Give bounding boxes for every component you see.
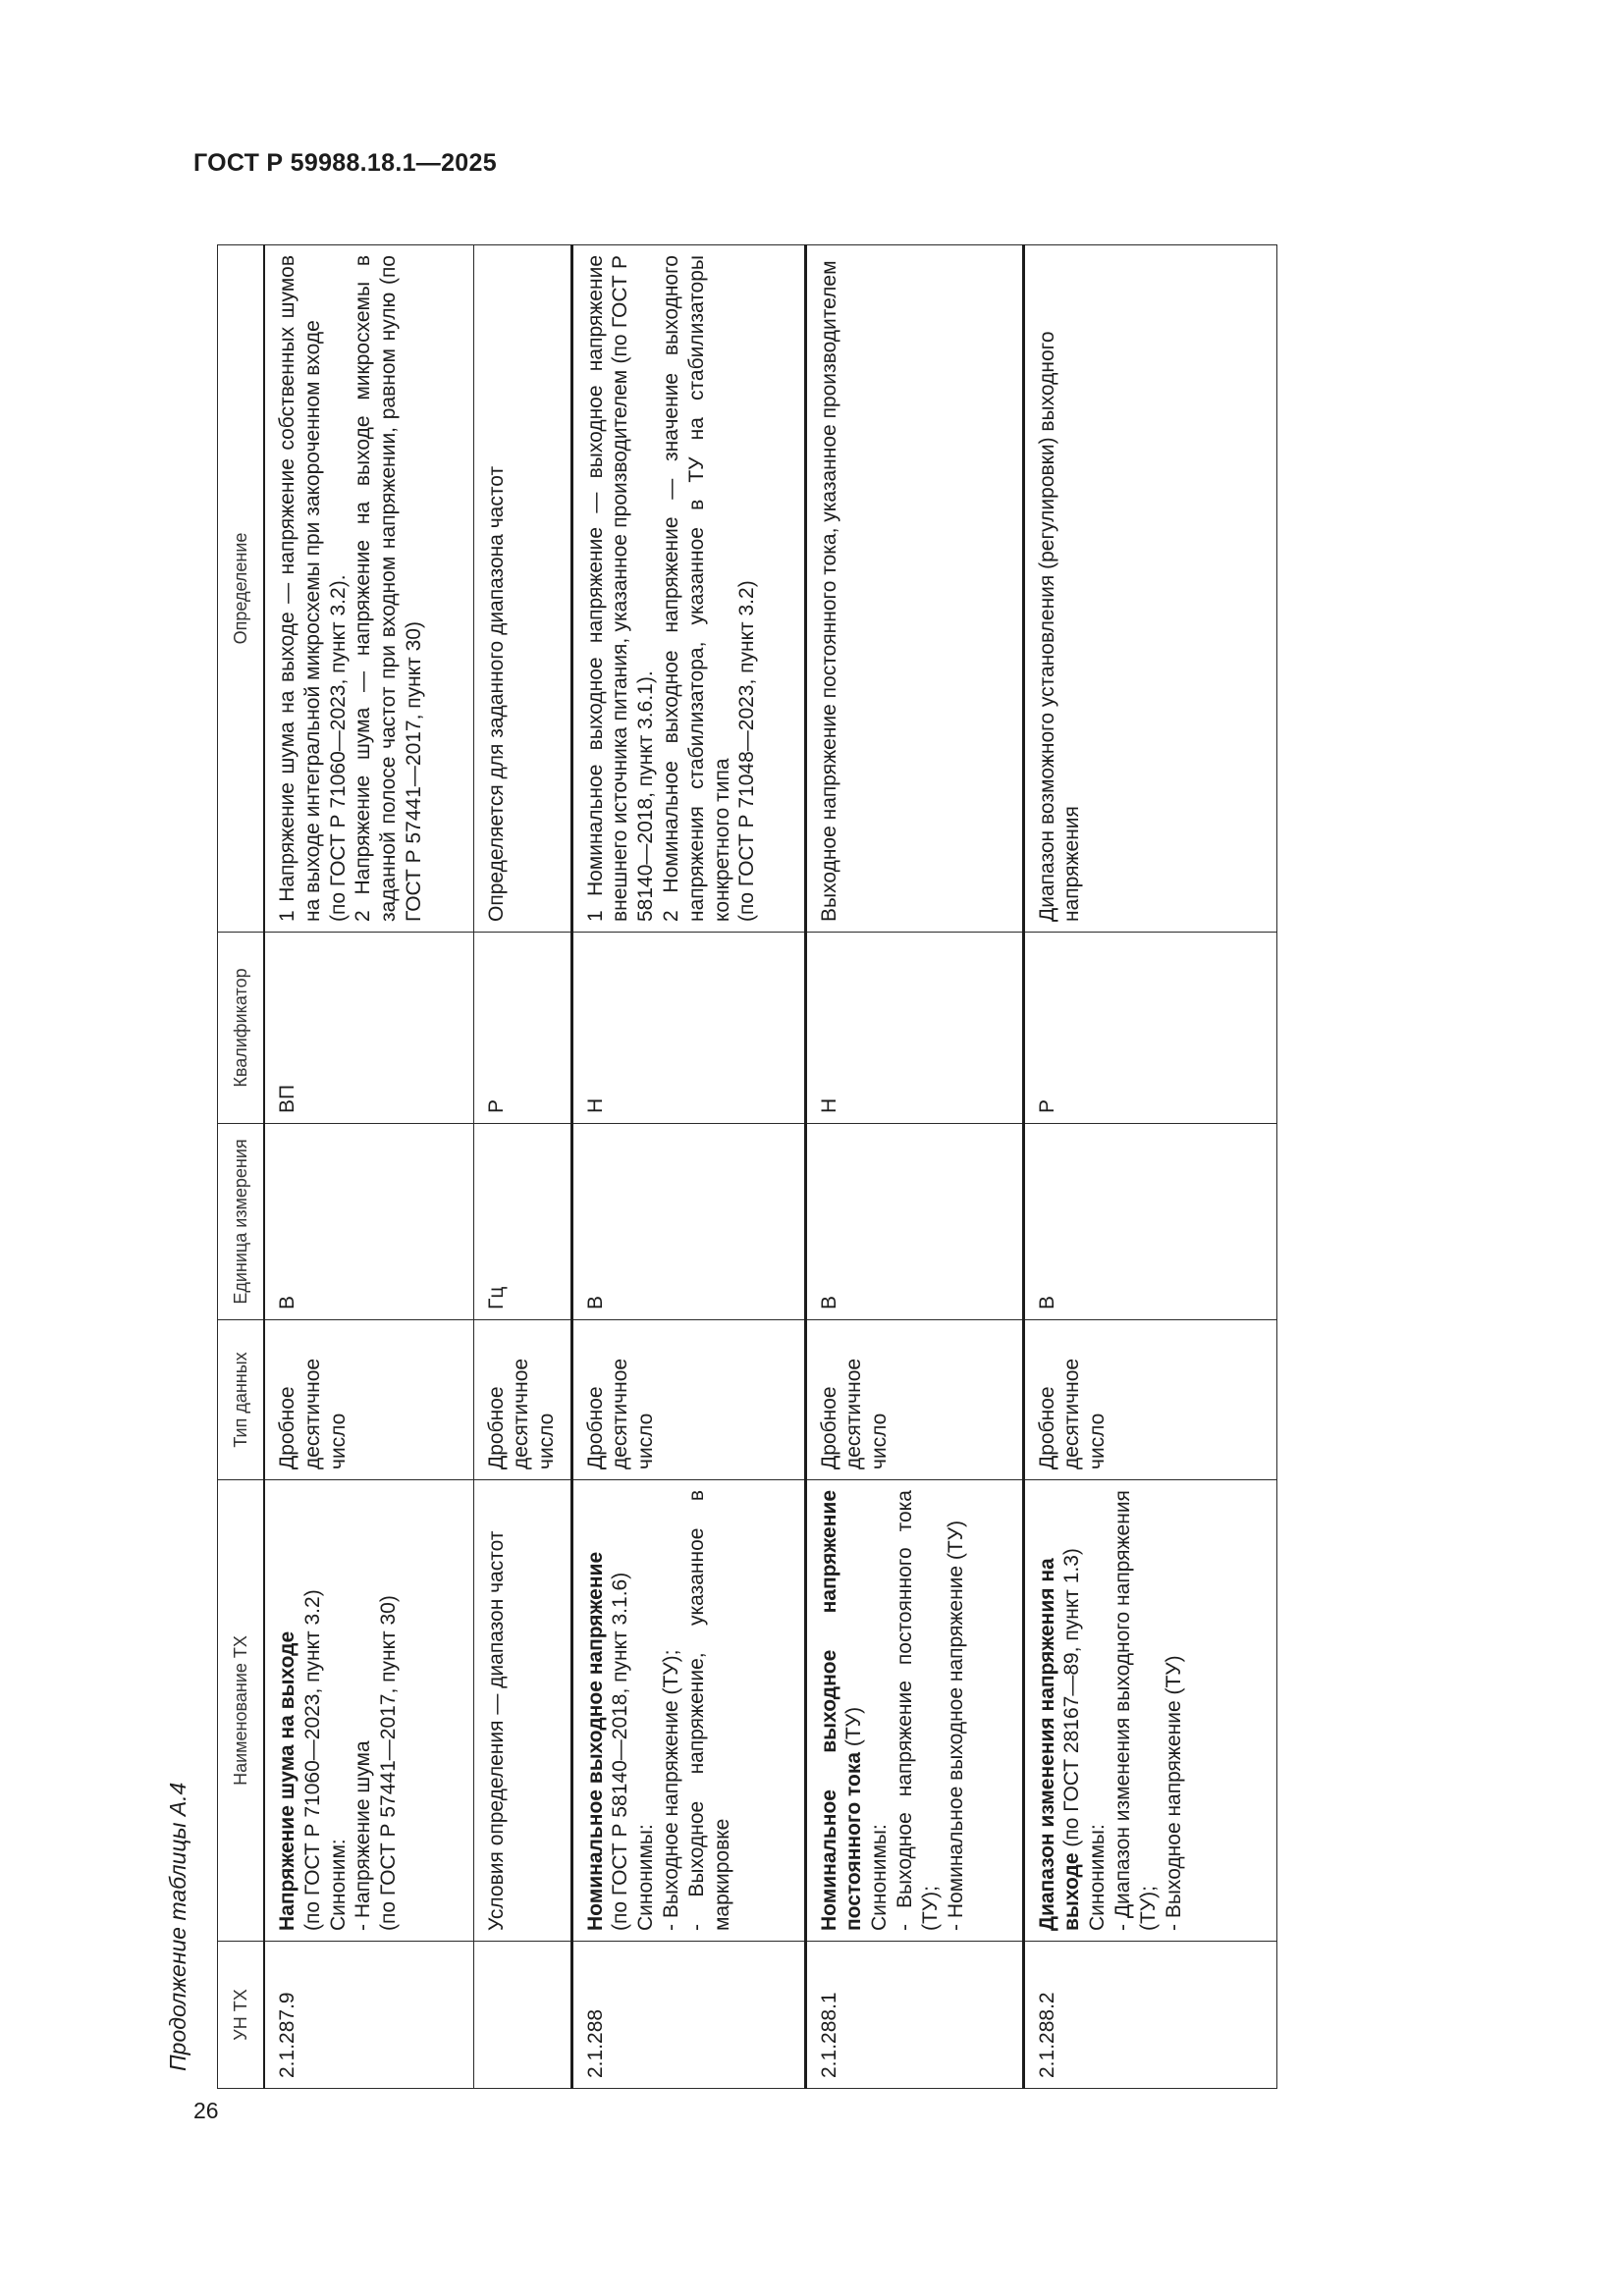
name-detail: Синонимы:: [868, 1824, 892, 1931]
column-header-qualifier: Квалификатор: [218, 933, 265, 1124]
cell-data-type: Дробное десятичное число: [473, 1320, 571, 1480]
table-row: [1023, 245, 1277, 2089]
cell-name: [571, 1480, 805, 1942]
cell-unit: В: [264, 1124, 473, 1320]
cell-id: [473, 1942, 571, 2089]
name-detail: - Выходное напряжение (ТУ): [1162, 1655, 1185, 1931]
definition-line: (по ГОСТ Р 71048—2023, пункт 3.2): [735, 580, 759, 922]
cell-data-type: Дробное десятичное число: [1023, 1320, 1277, 1480]
table-row: [473, 245, 571, 2089]
name-detail: - Напряжение шума: [352, 1740, 375, 1931]
characteristic-name: Напряжение шума на выходе: [276, 1630, 298, 1931]
definition-line: 2 Номинальное выходное напряжение — значение выходного напряжения стабилизатора, указанное в ТУ на стабилизаторы конкретного типа: [659, 255, 733, 922]
cell-data-type: Дробное десятичное число: [805, 1320, 1023, 1480]
cell-qualifier: ВП: [264, 933, 473, 1124]
cell-unit: В: [571, 1124, 805, 1320]
column-header-name: Наименование ТХ: [218, 1480, 265, 1942]
cell-definition: [571, 245, 805, 933]
cell-unit: Гц: [473, 1124, 571, 1320]
characteristics-table: [217, 244, 1277, 2089]
cell-qualifier: Р: [1023, 933, 1277, 1124]
definition-line: (по ГОСТ Р 71060—2023, пункт 3.2).: [326, 574, 350, 922]
cell-unit: В: [805, 1124, 1023, 1320]
name-source: (по ГОСТ 28167—89, пункт 1.3): [1060, 1548, 1084, 1853]
cell-name: Условия определения — диапазон частот: [473, 1480, 571, 1942]
cell-name: [805, 1480, 1023, 1942]
name-detail: - Выходное напряжение, указанное в маркировке: [684, 1490, 733, 1931]
cell-id: 2.1.288.1: [805, 1942, 1023, 2089]
cell-definition: Определяется для заданного диапазона частот: [473, 245, 571, 933]
column-header-data-type: Тип данных: [218, 1320, 265, 1480]
column-header-definition: Определение: [218, 245, 265, 933]
definition-line: 1 Напряжение шума на выходе — напряжение собственных шумов на выходе интегральной микросхемы при закороченном входе: [276, 255, 324, 922]
rotated-table-area: [165, 218, 1308, 2089]
name-detail: Синонимы:: [1086, 1824, 1110, 1931]
characteristic-name: Номинальное выходное напряжение: [583, 1551, 607, 1931]
table-header-row: [218, 245, 265, 2089]
cell-definition: [264, 245, 473, 933]
name-detail: Синонимы:: [634, 1824, 658, 1931]
characteristic-name: Диапазон изменения напряжения на выходе: [1035, 1558, 1084, 1931]
name-detail: - Выходное напряжение (ТУ);: [659, 1649, 682, 1931]
name-detail: (по ГОСТ Р 58140—2018, пункт 3.1.6): [609, 1572, 632, 1931]
cell-qualifier: Н: [571, 933, 805, 1124]
cell-data-type: Дробное десятичное число: [264, 1320, 473, 1480]
definition-line: 2 Напряжение шума — напряжение на выходе микросхемы в заданной полосе частот при входном напряжении, равном нулю (по ГОСТ Р 57441—2017, пункт 30): [352, 255, 426, 922]
cell-qualifier: Н: [805, 933, 1023, 1124]
column-header-id: УН ТХ: [218, 1942, 265, 2089]
definition-line: 1 Номинальное выходное напряжение — выходное напряжение внешнего источника питания, указанное производителем (по ГОСТ Р 58140—2018, пункт 3.6.1).: [583, 255, 658, 922]
cell-name: [264, 1480, 473, 1942]
cell-id: 2.1.288: [571, 1942, 805, 2089]
table-row: [571, 245, 805, 2089]
table-caption: Продолжение таблицы А.4: [165, 1782, 190, 2071]
table-row: [264, 245, 473, 2089]
cell-name: [1023, 1480, 1277, 1942]
name-detail: (по ГОСТ Р 57441—2017, пункт 30): [377, 1595, 401, 1931]
characteristic-name: Номинальное выходное напряжение постоянного тока: [817, 1490, 866, 1931]
name-detail: - Выходное напряжение постоянного тока (ТУ);: [893, 1490, 942, 1931]
cell-id: 2.1.288.2: [1023, 1942, 1277, 2089]
cell-definition: Диапазон возможного установления (регулировки) выходного напряжения: [1023, 245, 1277, 933]
cell-data-type: Дробное десятичное число: [571, 1320, 805, 1480]
name-detail: (по ГОСТ Р 71060—2023, пункт 3.2): [300, 1589, 324, 1931]
cell-definition: Выходное напряжение постоянного тока, указанное производителем: [805, 245, 1023, 933]
name-detail: Синоним:: [326, 1839, 350, 1931]
document-header: ГОСТ Р 59988.18.1—2025: [193, 149, 497, 177]
column-header-unit: Единица измерения: [218, 1124, 265, 1320]
name-detail: - Диапазон изменения выходного напряжения (ТУ);: [1110, 1490, 1160, 1931]
cell-unit: В: [1023, 1124, 1277, 1320]
page-number: 26: [193, 2098, 219, 2123]
table-row: [805, 245, 1023, 2089]
name-detail: - Номинальное выходное напряжение (ТУ): [944, 1520, 967, 1931]
cell-qualifier: Р: [473, 933, 571, 1124]
name-source: (ТУ): [842, 1706, 866, 1752]
cell-id: 2.1.287.9: [264, 1942, 473, 2089]
